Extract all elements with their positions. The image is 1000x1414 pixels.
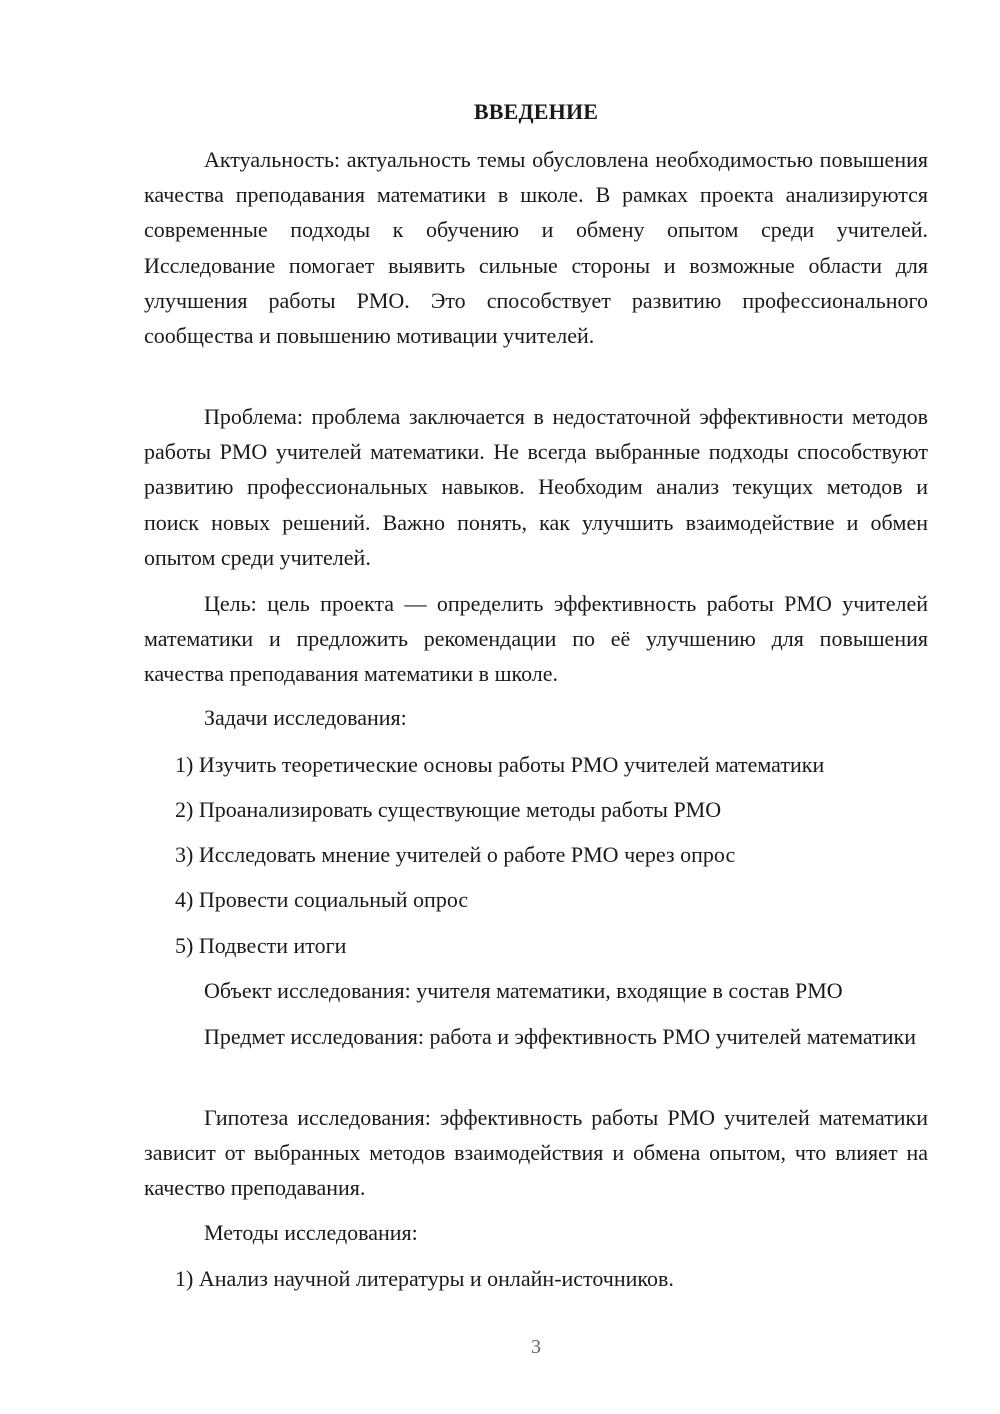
- task-item: 3) Исследовать мнение учителей о работе РМО через опрос: [175, 842, 736, 867]
- hypothesis-paragraph: Гипотеза исследования: эффективность работы РМО учителей математики зависит от выбранных методов взаимодействия и обмена опытом, что влияет на качество преподавания.: [144, 1105, 928, 1201]
- object-paragraph: Объект исследования: учителя математики, входящие в состав РМО: [204, 978, 843, 1003]
- goal-paragraph: Цель: цель проекта — определить эффективность работы РМО учителей математики и предложить рекомендации по её улучшению для повышения качества преподавания математики в школе.: [144, 591, 928, 687]
- tasks-heading: Задачи исследования:: [204, 705, 407, 730]
- task-item: 1) Изучить теоретические основы работы РМО учителей математики: [175, 752, 825, 777]
- subject-paragraph: Предмет исследования: работа и эффективность РМО учителей математики: [204, 1024, 916, 1049]
- task-item: 4) Провести социальный опрос: [175, 887, 469, 912]
- task-item: 5) Подвести итоги: [175, 933, 347, 958]
- page-number: 3: [531, 1336, 541, 1358]
- page-title: ВВЕДЕНИЕ: [473, 99, 599, 124]
- methods-heading: Методы исследования:: [204, 1220, 418, 1245]
- relevance-paragraph: Актуальность: актуальность темы обусловлена необходимостью повышения качества преподавания математики в школе. В рамках проекта анализируются современные подходы к обучению и обмену опытом среди учителей. Исследование помогает выявить сильные стороны и возможные области для улучшения работы РМО. Это способствует развитию профессионального сообщества и повышению мотивации учителей.: [144, 147, 928, 349]
- problem-paragraph: Проблема: проблема заключается в недостаточной эффективности методов работы РМО учителей математики. Не всегда выбранные подходы способствуют развитию профессиональных навыков. Необходим анализ текущих методов и поиск новых решений. Важно понять, как улучшить взаимодействие и обмен опытом среди учителей.: [144, 404, 928, 570]
- task-item: 2) Проанализировать существующие методы работы РМО: [175, 797, 722, 822]
- method-item: 1) Анализ научной литературы и онлайн-источников.: [175, 1266, 674, 1291]
